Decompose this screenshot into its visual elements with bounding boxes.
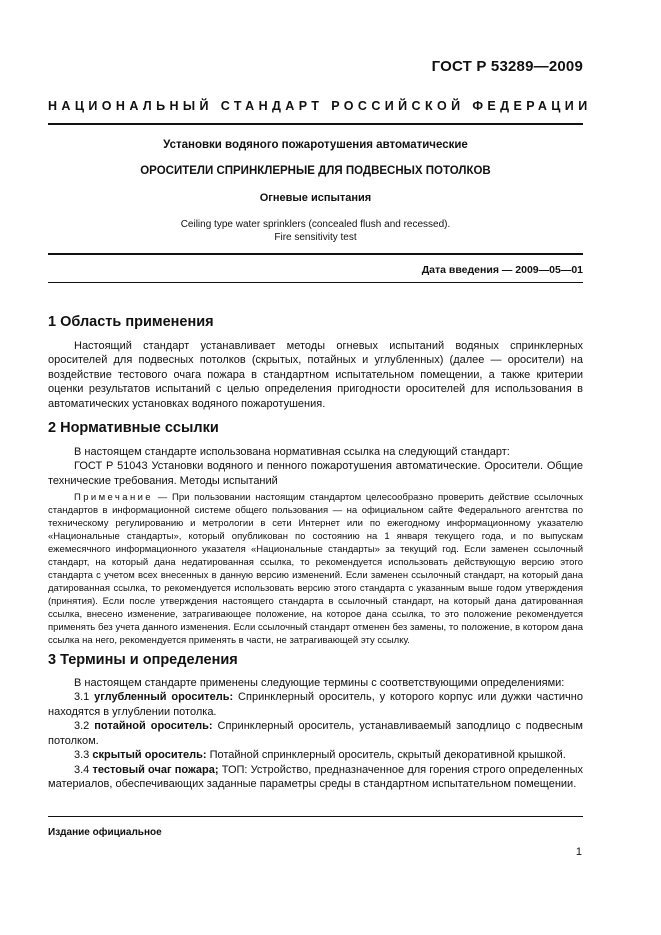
term-definition: Спринклерный ороситель, устанавливаемый заподлицо с подвесным потолком. <box>48 720 583 747</box>
english-title-line-2: Fire sensitivity test <box>274 232 357 243</box>
term-3-2 <box>48 719 583 748</box>
section-3 <box>48 653 583 792</box>
term-name: потайной ороситель: <box>94 720 213 732</box>
term-number: 3.2 <box>74 720 90 732</box>
section-2-heading: 2 Нормативные ссылки <box>48 420 219 436</box>
term-name: скрытый ороситель: <box>92 749 207 761</box>
term-name: углубленный ороситель: <box>94 691 234 703</box>
official-edition-label: Издание официальное <box>48 827 162 838</box>
title-line-2: ОРОСИТЕЛИ СПРИНКЛЕРНЫЕ ДЛЯ ПОДВЕСНЫХ ПОТОЛКОВ <box>140 165 491 177</box>
term-3-4 <box>48 763 583 792</box>
date-rule <box>48 282 583 283</box>
title-rule <box>48 253 583 255</box>
document-number: ГОСТ Р 53289—2009 <box>431 58 583 75</box>
english-title-line-1: Ceiling type water sprinklers (concealed flush and recessed). <box>180 219 451 230</box>
section-2-note <box>48 491 583 647</box>
introduction-date: Дата введения — 2009—05—01 <box>421 264 583 276</box>
note-label: Примечание <box>74 492 153 503</box>
footer-rule <box>48 816 583 817</box>
section-3-intro: В настоящем стандарте применены следующие термины с соответствующими определениями: <box>74 676 565 689</box>
term-definition: Спринклерный ороситель, у которого корпус или дужки частично находятся в углублении потолка. <box>48 691 583 718</box>
section-1-text: Настоящий стандарт устанавливает методы огневых испытаний водяных спринклерных оросителей для подвесных потолков (скрытых, потайных и углубленных) (далее — оросители) на воздействие тестового очага пожара в стандартном испытательном помещении, а также критерии оценки результатов испытаний с целью определения пригодности оросителей для использования в автоматических установках водяного пожаротушения. <box>48 339 583 410</box>
term-3-1 <box>48 690 583 719</box>
term-number: 3.3 <box>74 749 90 761</box>
section-2-para-2: ГОСТ Р 51043 Установки водяного и пенного пожаротушения автоматические. Оросители. Общие технические требования. Методы испытаний <box>48 460 583 487</box>
section-2-para-1: В настоящем стандарте использована нормативная ссылка на следующий стандарт: <box>74 445 510 458</box>
title-line-3: Огневые испытания <box>259 192 372 204</box>
section-1-heading: 1 Область применения <box>48 314 214 330</box>
section-2 <box>48 421 583 488</box>
term-number: 3.1 <box>74 691 90 703</box>
section-3-heading: 3 Термины и определения <box>48 652 238 668</box>
page-number: 1 <box>575 846 582 858</box>
term-number: 3.4 <box>74 763 90 776</box>
english-title <box>48 218 583 244</box>
header-rule <box>48 123 583 125</box>
term-definition: Потайной спринклерный ороситель, скрытый декоративной крышкой. <box>206 749 566 761</box>
section-1 <box>48 315 583 411</box>
national-standard-line: НАЦИОНАЛЬНЫЙ СТАНДАРТ РОССИЙСКОЙ ФЕДЕРАЦИИ <box>48 99 592 113</box>
note-text: — При пользовании настоящим стандартом целесообразно проверить действие ссылочных стандартов в информационной системе общего пользования — на официальном сайте Федерального агентства по техническому регулированию и метрологии в сети Интернет или по ежегодному информационному указателю «Национальные стандарты», который опубликован по состоянию на 1 января текущего года, и по выпускам ежемесячного информационного указателя «Национальные стандарты» за текущий год. Если заменен ссылочный стандарт, на который дана недатированная ссылка, то рекомендуется использовать действующую версию этого стандарта с учетом всех внесенных в данную версию изменений. Если заменен ссылочный стандарт, на который дана датированная ссылка, то рекомендуется использовать версию этого стандарта с указанным выше годом утверждения (принятия). Если после утверждения настоящего стандарта в ссылочный стандарт, на который дана датированная ссылка, внесено изменение, затрагивающее положение, на которое дана ссылка, то это положение рекомендуется применять без учета данного изменения. Если ссылочный стандарт отменен без замены, то положение, в котором дана ссылка на него, рекомендуется применять в части, не затрагивающей эту ссылку. <box>48 492 583 646</box>
term-name: тестовый очаг пожара; <box>92 763 219 776</box>
term-3-3 <box>48 748 583 763</box>
title-line-1: Установки водяного пожаротушения автоматические <box>163 139 468 151</box>
term-definition: ТОП: Устройство, предназначенное для горения строго определенных материалов, обеспечивающих заданные параметры среды в стандартном испытательном помещении. <box>48 763 583 790</box>
